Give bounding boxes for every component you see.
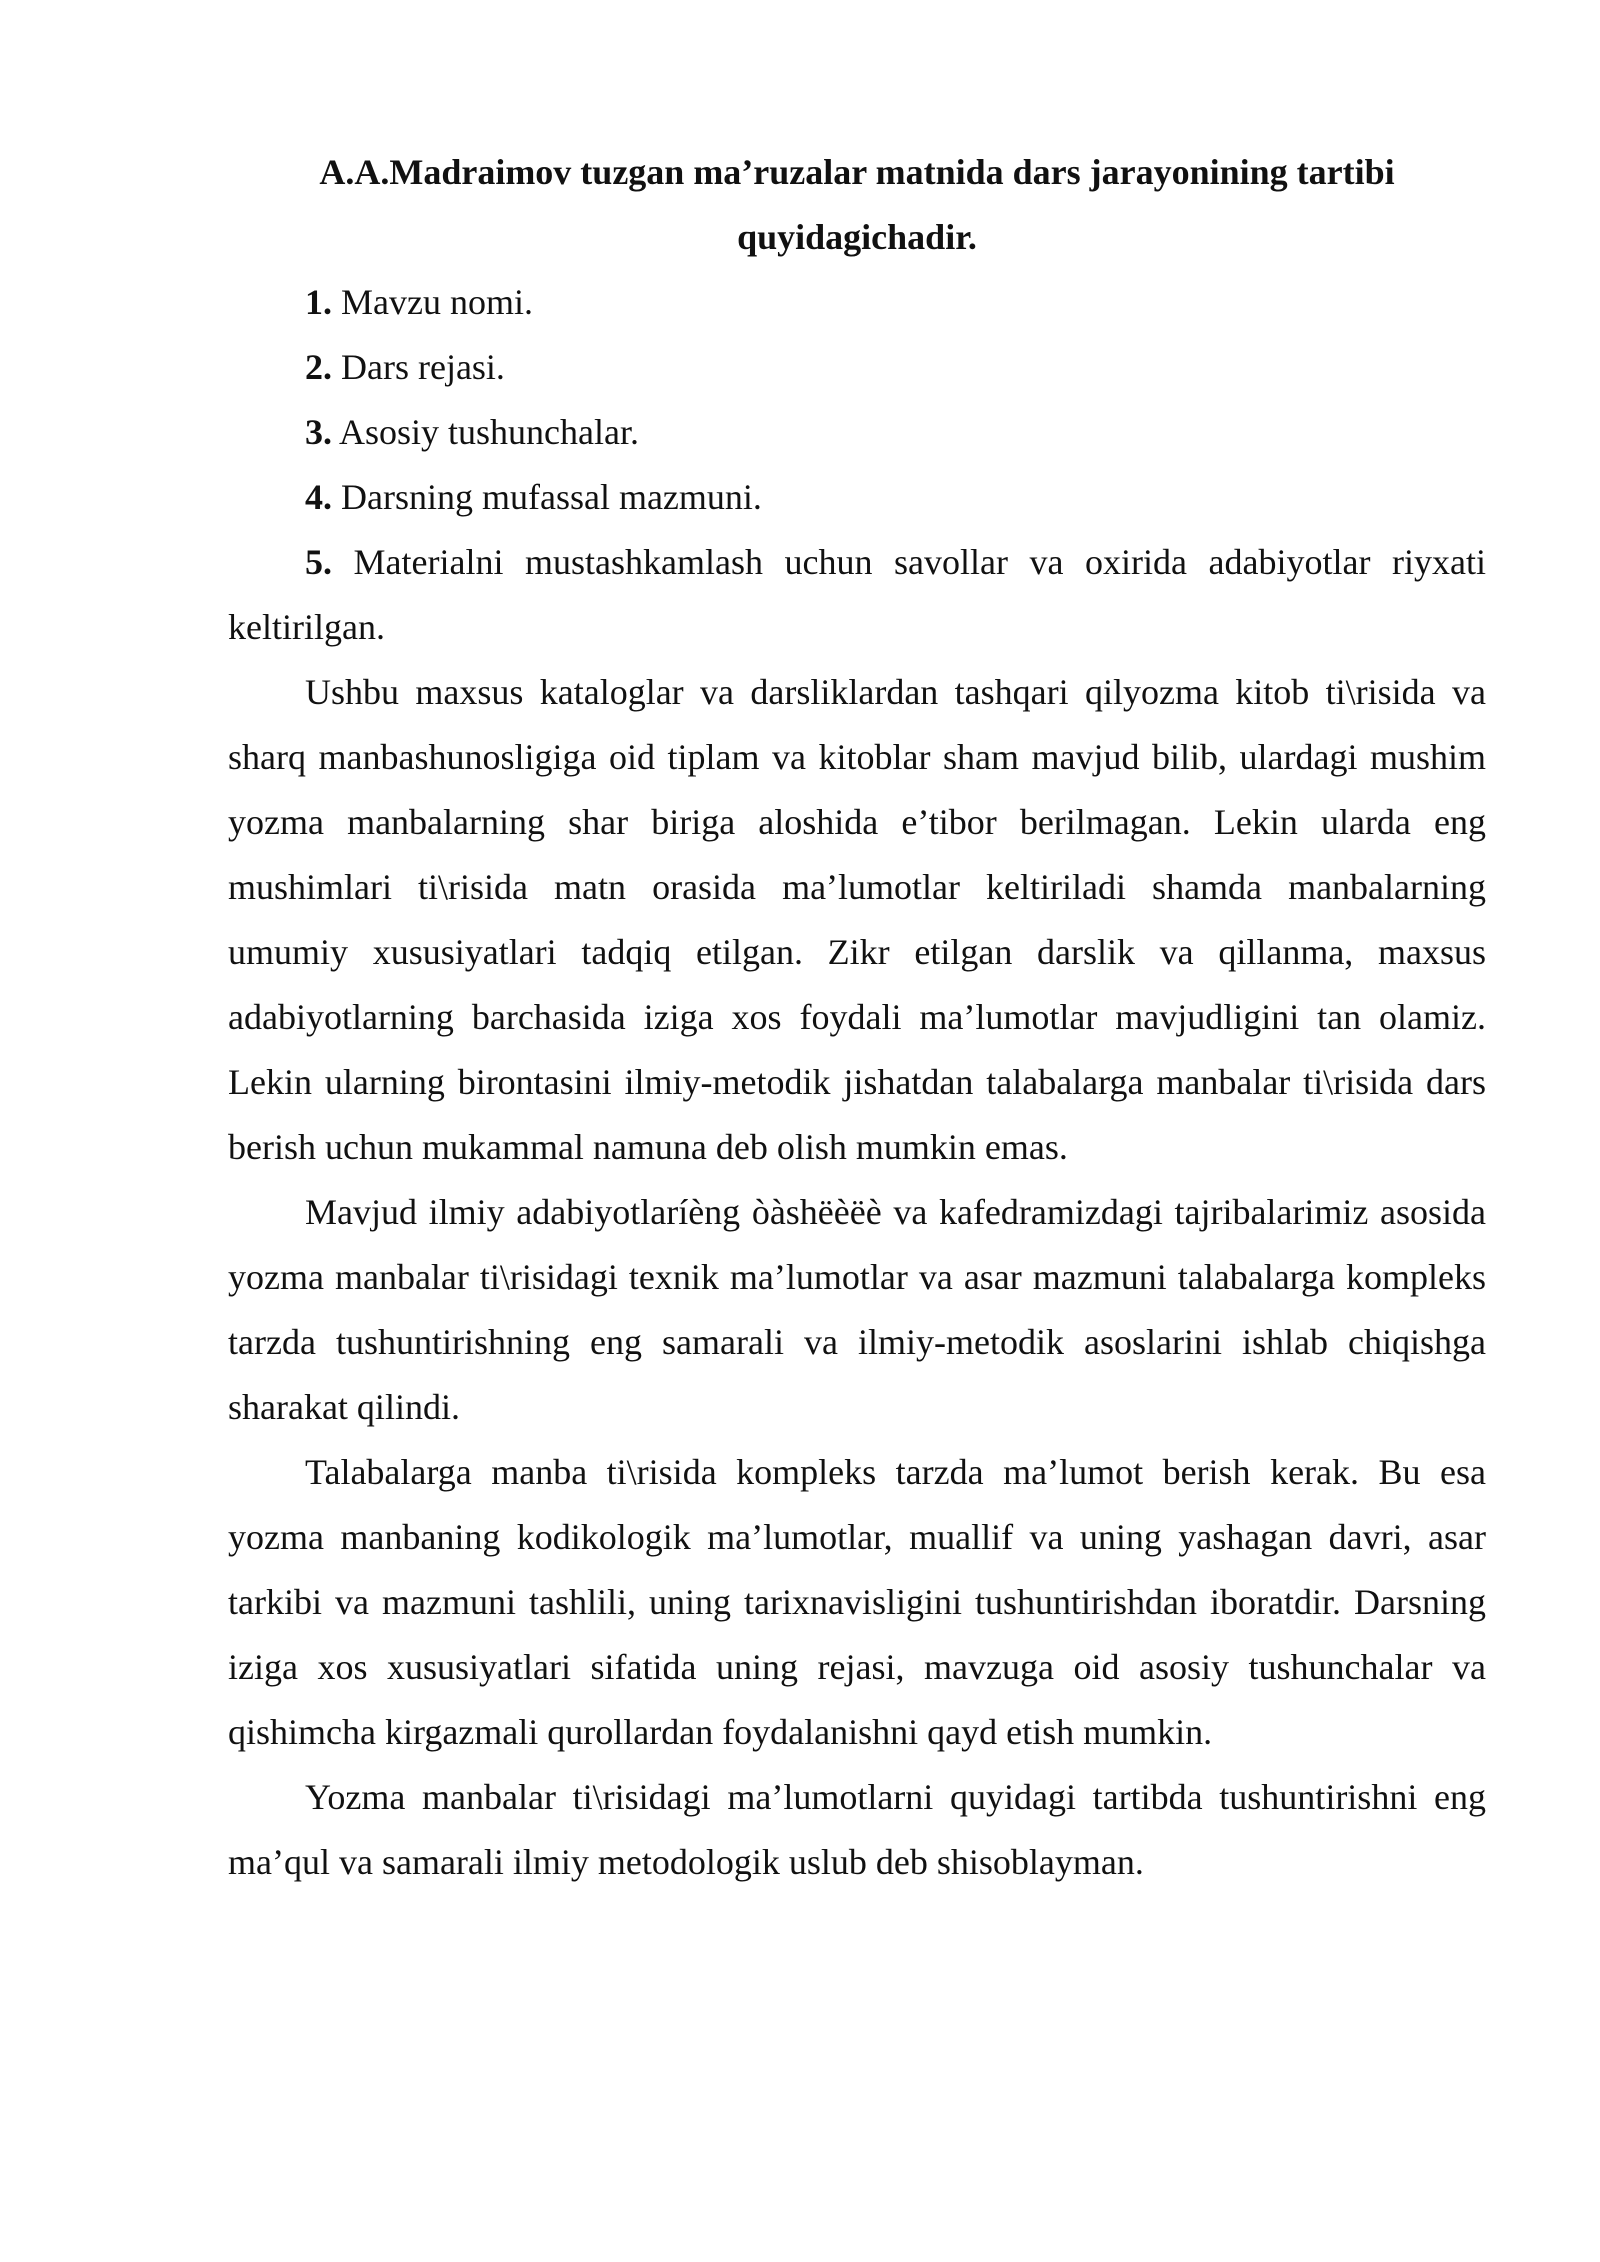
list-item-number: 5. xyxy=(305,542,332,582)
body-paragraph: Ushbu maxsus kataloglar va darsliklardan tashqari qilyozma kitob ti\risida va sharq manbashunosligiga oid tiplam va kitoblar sham mavjud bilib, ulardagi mushim yozma manbalarning shar biriga aloshida e’tibor berilmagan. Lekin ularda eng mushimlari ti\risida matn orasida ma’lumotlar keltiriladi shamda manbalarning umumiy xususiyatlari tadqiq etilgan. Zikr etilgan darslik va qillanma, maxsus adabiyotlarning barchasida iziga xos foydali ma’lumotlar mavjudligini tan olamiz. Lekin ularning birontasini ilmiy-metodik jishatdan talabalarga manbalar ti\risida dars berish uchun mukammal namuna deb olish mumkin emas. xyxy=(228,672,1486,1167)
list-item xyxy=(228,400,1486,465)
list-item-text: Dars rejasi. xyxy=(332,347,505,387)
document-title: A.A.Madraimov tuzgan ma’ruzalar matnida dars jarayonining tartibi quyidagichadir. xyxy=(319,152,1395,257)
list-item-text: Materialni mustashkamlash uchun savollar va oxirida adabiyotlar riyxati keltirilgan. xyxy=(228,542,1486,647)
document-page xyxy=(228,140,1486,1895)
lesson-order-list xyxy=(228,270,1486,660)
body-paragraph: Talabalarga manba ti\risida kompleks tarzda ma’lumot berish kerak. Bu esa yozma manbaning kodikologik ma’lumotlar, muallif va uning yashagan davri, asar tarkibi va mazmuni tashlili, uning tarixnavisligini tushuntirishdan iboratdir. Darsning iziga xos xususiyatlari sifatida uning rejasi, mavzuga oid asosiy tushunchalar va qishimcha kirgazmali qurollardan foydalanishni qayd etish mumkin. xyxy=(228,1452,1486,1752)
list-item-number: 3. xyxy=(305,412,332,452)
body-paragraph: Yozma manbalar ti\risidagi ma’lumotlarni quyidagi tartibda tushuntirishni eng ma’qul va samarali ilmiy metodologik uslub deb shisoblayman. xyxy=(228,1777,1486,1882)
list-item xyxy=(228,465,1486,530)
body-paragraph: Mavjud ilmiy adabiyotlaríèng òàshëèëè va kafedramizdagi tajribalarimiz asosida yozma manbalar ti\risidagi texnik ma’lumotlar va asar mazmuni talabalarga kompleks tarzda tushuntirishning eng samarali va ilmiy-metodik asoslarini ishlab chiqishga sharakat qilindi. xyxy=(228,1192,1486,1427)
list-item xyxy=(228,270,1486,335)
list-item-number: 4. xyxy=(305,477,332,517)
list-item-number: 2. xyxy=(305,347,332,387)
list-item-text: Mavzu nomi. xyxy=(332,282,533,322)
list-item-text: Darsning mufassal mazmuni. xyxy=(332,477,762,517)
list-item xyxy=(228,335,1486,400)
list-item-number: 1. xyxy=(305,282,332,322)
list-item-text: Asosiy tushunchalar. xyxy=(332,412,639,452)
list-item xyxy=(228,530,1486,660)
